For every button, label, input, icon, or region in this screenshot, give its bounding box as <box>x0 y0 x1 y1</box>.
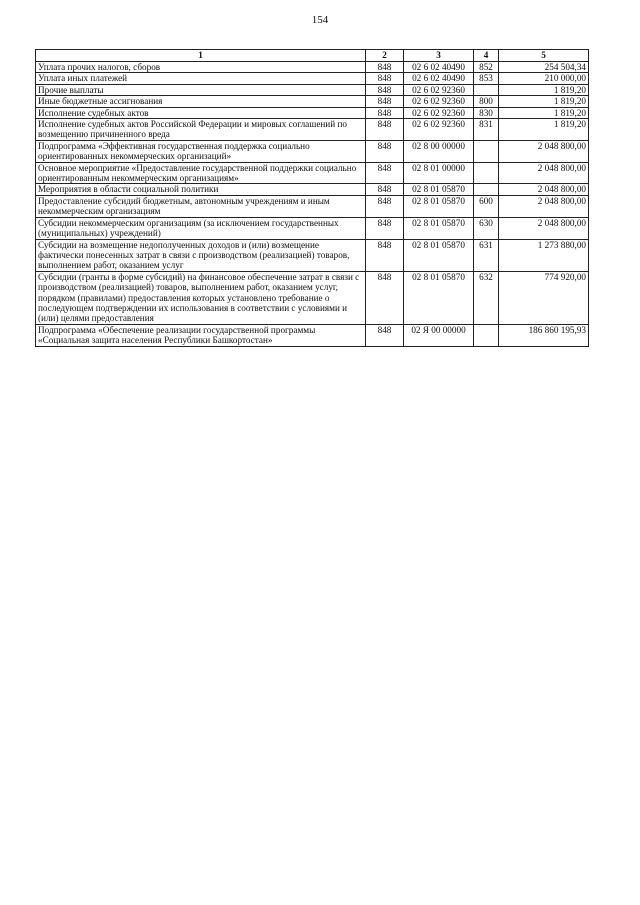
table-row <box>36 73 589 84</box>
table-row <box>36 239 589 271</box>
table-header-row <box>36 50 589 62</box>
row-sum-cell: 1 819,20 <box>499 119 589 141</box>
row-gr-cell: 848 <box>366 217 404 239</box>
row-cs-cell: 02 6 02 92360 <box>404 119 474 141</box>
row-vr-cell: 852 <box>474 62 499 73</box>
row-gr-cell: 848 <box>366 96 404 107</box>
row-name-cell: Субсидии (гранты в форме субсидий) на финансовое обеспечение затрат в связи с производством (реализацией) товаров, выполнением работ, оказанием услуг, порядком (правилами) предоставления которых установлено требование о последующем подтверждении их использования в соответствии с условиями и (или) целями предоставления <box>36 271 366 324</box>
row-cs-cell: 02 6 02 92360 <box>404 107 474 118</box>
row-name-cell: Исполнение судебных актов <box>36 107 366 118</box>
row-sum-cell: 2 048 800,00 <box>499 195 589 217</box>
row-name-cell: Подпрограмма «Обеспечение реализации государственной программы «Социальная защита населения Республики Башкортостан» <box>36 324 366 346</box>
column-header-sum: 5 <box>499 50 589 62</box>
row-name-cell: Предоставление субсидий бюджетным, автономным учреждениям и иным некоммерческим организациям <box>36 195 366 217</box>
row-sum-cell: 774 920,00 <box>499 271 589 324</box>
row-gr-cell: 848 <box>366 62 404 73</box>
row-name-cell: Уплата прочих налогов, сборов <box>36 62 366 73</box>
table-row <box>36 107 589 118</box>
row-sum-cell: 2 048 800,00 <box>499 162 589 184</box>
row-gr-cell: 848 <box>366 84 404 95</box>
row-cs-cell: 02 8 01 05870 <box>404 217 474 239</box>
table-row <box>36 195 589 217</box>
row-vr-cell <box>474 324 499 346</box>
table-row <box>36 271 589 324</box>
row-sum-cell: 2 048 800,00 <box>499 184 589 195</box>
row-vr-cell: 631 <box>474 239 499 271</box>
row-cs-cell: 02 8 01 05870 <box>404 239 474 271</box>
page-number: 154 <box>311 14 329 26</box>
row-cs-cell: 02 6 02 92360 <box>404 84 474 95</box>
row-gr-cell: 848 <box>366 107 404 118</box>
row-gr-cell: 848 <box>366 162 404 184</box>
row-sum-cell: 1 819,20 <box>499 96 589 107</box>
row-gr-cell: 848 <box>366 195 404 217</box>
row-name-cell: Основное мероприятие «Предоставление государственной поддержки социально ориентированным некоммерческим организациям» <box>36 162 366 184</box>
column-header-gr: 2 <box>366 50 404 62</box>
table-row <box>36 324 589 346</box>
row-cs-cell: 02 8 01 05870 <box>404 195 474 217</box>
row-name-cell: Иные бюджетные ассигнования <box>36 96 366 107</box>
row-cs-cell: 02 8 01 00000 <box>404 162 474 184</box>
table-row <box>36 184 589 195</box>
row-vr-cell: 830 <box>474 107 499 118</box>
row-name-cell: Прочие выплаты <box>36 84 366 95</box>
table-row <box>36 217 589 239</box>
table-row <box>36 62 589 73</box>
row-cs-cell: 02 6 02 40490 <box>404 62 474 73</box>
row-gr-cell: 848 <box>366 324 404 346</box>
row-vr-cell: 630 <box>474 217 499 239</box>
row-cs-cell: 02 6 02 92360 <box>404 96 474 107</box>
row-vr-cell: 800 <box>474 96 499 107</box>
row-vr-cell: 632 <box>474 271 499 324</box>
row-vr-cell: 831 <box>474 119 499 141</box>
row-cs-cell: 02 8 01 05870 <box>404 184 474 195</box>
table-row <box>36 96 589 107</box>
row-cs-cell: 02 8 01 05870 <box>404 271 474 324</box>
column-header-name: 1 <box>36 50 366 62</box>
row-vr-cell <box>474 84 499 95</box>
row-gr-cell: 848 <box>366 239 404 271</box>
table-row <box>36 140 589 162</box>
row-sum-cell: 1 819,20 <box>499 107 589 118</box>
row-cs-cell: 02 8 00 00000 <box>404 140 474 162</box>
table-row <box>36 84 589 95</box>
table-row <box>36 162 589 184</box>
row-vr-cell <box>474 162 499 184</box>
row-name-cell: Субсидии некоммерческим организациям (за исключением государственных (муниципальных) учреждений) <box>36 217 366 239</box>
row-sum-cell: 1 819,20 <box>499 84 589 95</box>
row-sum-cell: 2 048 800,00 <box>499 140 589 162</box>
row-sum-cell: 1 273 880,00 <box>499 239 589 271</box>
row-gr-cell: 848 <box>366 271 404 324</box>
row-vr-cell: 853 <box>474 73 499 84</box>
row-sum-cell: 186 860 195,93 <box>499 324 589 346</box>
row-name-cell: Мероприятия в области социальной политики <box>36 184 366 195</box>
table-row <box>36 119 589 141</box>
row-name-cell: Подпрограмма «Эффективная государственная поддержка социально ориентированных некоммерческих организаций» <box>36 140 366 162</box>
row-vr-cell: 600 <box>474 195 499 217</box>
row-gr-cell: 848 <box>366 119 404 141</box>
row-vr-cell <box>474 184 499 195</box>
row-cs-cell: 02 Я 00 00000 <box>404 324 474 346</box>
row-vr-cell <box>474 140 499 162</box>
row-gr-cell: 848 <box>366 184 404 195</box>
row-name-cell: Исполнение судебных актов Российской Федерации и мировых соглашений по возмещению причиненного вреда <box>36 119 366 141</box>
row-sum-cell: 254 504,34 <box>499 62 589 73</box>
row-name-cell: Уплата иных платежей <box>36 73 366 84</box>
row-gr-cell: 848 <box>366 140 404 162</box>
column-header-cs: 3 <box>404 50 474 62</box>
row-gr-cell: 848 <box>366 73 404 84</box>
row-sum-cell: 210 000,00 <box>499 73 589 84</box>
column-header-vr: 4 <box>474 50 499 62</box>
row-sum-cell: 2 048 800,00 <box>499 217 589 239</box>
budget-table <box>35 49 589 347</box>
row-name-cell: Субсидии на возмещение недополученных доходов и (или) возмещение фактически понесенных затрат в связи с производством (реализацией) товаров, выполнением работ, оказанием услуг <box>36 239 366 271</box>
row-cs-cell: 02 6 02 40490 <box>404 73 474 84</box>
